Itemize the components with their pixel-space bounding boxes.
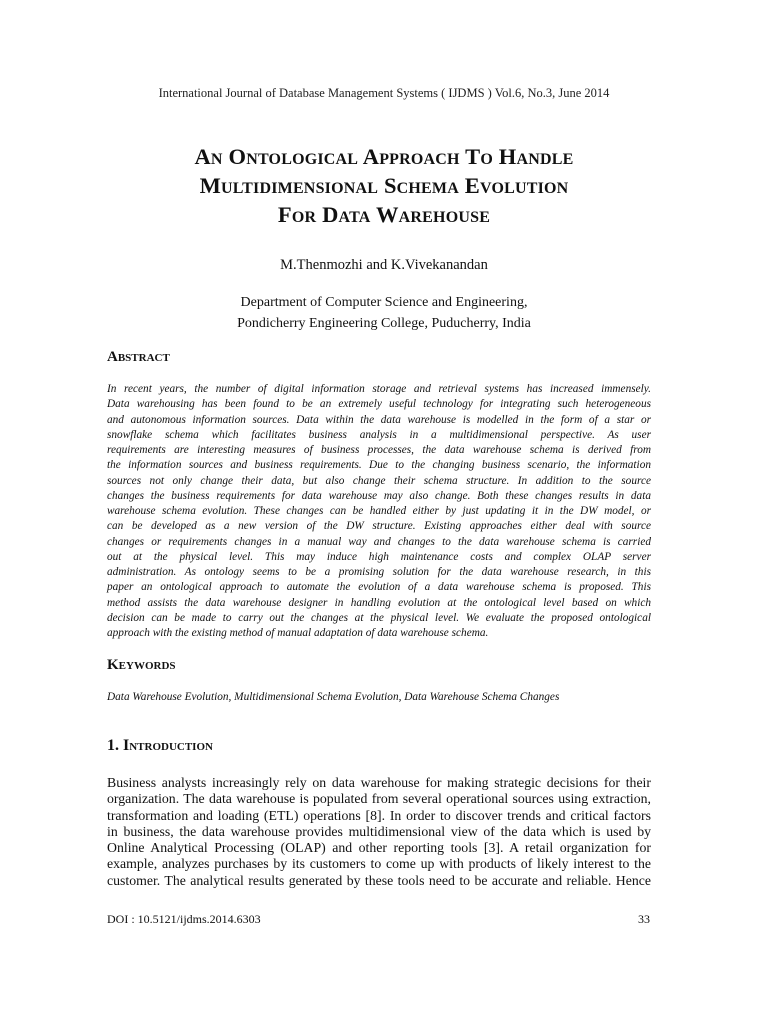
affiliation-line: Pondicherry Engineering College, Puducherry, India: [237, 316, 531, 331]
abstract-line: administration. As ontology seems to be a promising solution for the data warehouse research, in this: [107, 566, 651, 578]
abstract-line: snowflake schema which facilitates business analysis in a multidimensional perspective. As user: [107, 428, 651, 441]
introduction-line: Business analysts increasingly rely on data warehouse for making strategic decisions for their: [107, 775, 651, 790]
keywords-heading: Keywords: [107, 657, 176, 673]
abstract-line: out at the physical level. This may induce high maintenance costs and complex OLAP server: [107, 550, 651, 563]
paper-title: [60, 142, 708, 229]
page-number: 33: [638, 912, 650, 926]
introduction-line: in business, the data warehouse provides multidimensional view of the data which is used by: [107, 823, 651, 839]
abstract-line: requirements are interesting measures of business processes, the data warehouse schema is derived from: [107, 444, 651, 456]
affiliation: [0, 292, 768, 334]
introduction-line: transformation and loading (ETL) operations [8]. In order to discover trends and critical factors: [107, 807, 651, 823]
abstract-line: and autonomous information sources. Data within the data warehouse is modelled in the form of a star or: [107, 413, 651, 426]
introduction-body: [107, 775, 651, 889]
abstract-line: decision can be made to carry out the changes at the physical level. We evaluate the proposed ontological: [107, 611, 651, 624]
abstract-line: can be developed as a new version of the DW structure. Existing approaches either deal with source: [107, 520, 651, 533]
abstract-line: Data warehousing has been found to be an extremely useful technology for integrating such heterogeneous: [107, 398, 651, 411]
abstract-line: method assists the data warehouse designer in handling evolution at the ontological level based on which: [107, 596, 651, 609]
abstract-line: warehouse schema evolution. These changes can be handled either by just updating it in the DW model, or: [107, 505, 651, 517]
abstract-line: changes or requirements changes in a manual way and changes to the data warehouse schema is carried: [107, 535, 651, 548]
abstract-line: the information sources and business requirements. Due to the changing business scenario, the information: [107, 459, 651, 472]
journal-header: International Journal of Database Management Systems ( IJDMS ) Vol.6, No.3, June 2014: [158, 86, 610, 100]
introduction-heading: 1. Introduction: [107, 737, 213, 754]
abstract-body: [107, 382, 651, 641]
introduction-line: organization. The data warehouse is populated from several operational sources using extraction,: [107, 791, 651, 807]
title-line: An Ontological Approach To Handle: [194, 144, 574, 169]
introduction-line: customer. The analytical results generated by these tools need to be accurate and reliable. Hence: [107, 872, 651, 888]
introduction-line: example, analyzes purchases by its customers to come up with products of likely interest to the: [107, 856, 651, 872]
abstract-line: sources not only change their data, but also change their schema structure. In addition to the source: [107, 474, 651, 487]
title-line: For Data Warehouse: [277, 202, 491, 227]
doi-footer: DOI : 10.5121/ijdms.2014.6303: [107, 912, 261, 926]
abstract-line: In recent years, the number of digital information storage and retrieval systems has increased immensely.: [107, 383, 651, 395]
keywords-body: Data Warehouse Evolution, Multidimensional Schema Evolution, Data Warehouse Schema Changes: [107, 691, 560, 703]
abstract-heading: Abstract: [107, 349, 170, 365]
affiliation-line: Department of Computer Science and Engineering,: [240, 295, 528, 310]
abstract-line: approach with the existing method of manual adaptation of data warehouse schema.: [107, 627, 489, 639]
authors: M.Thenmozhi and K.Vivekanandan: [280, 257, 488, 273]
abstract-line: changes the business requirements for data warehouse may also change. Both these changes results in data: [107, 489, 651, 502]
introduction-line: Online Analytical Processing (OLAP) and other reporting tools [3]. A retail organization for: [107, 840, 651, 856]
abstract-line: paper an ontological approach to automate the evolution of a data warehouse schema is proposed. This: [107, 581, 651, 594]
title-line: Multidimensional Schema Evolution: [199, 173, 569, 198]
